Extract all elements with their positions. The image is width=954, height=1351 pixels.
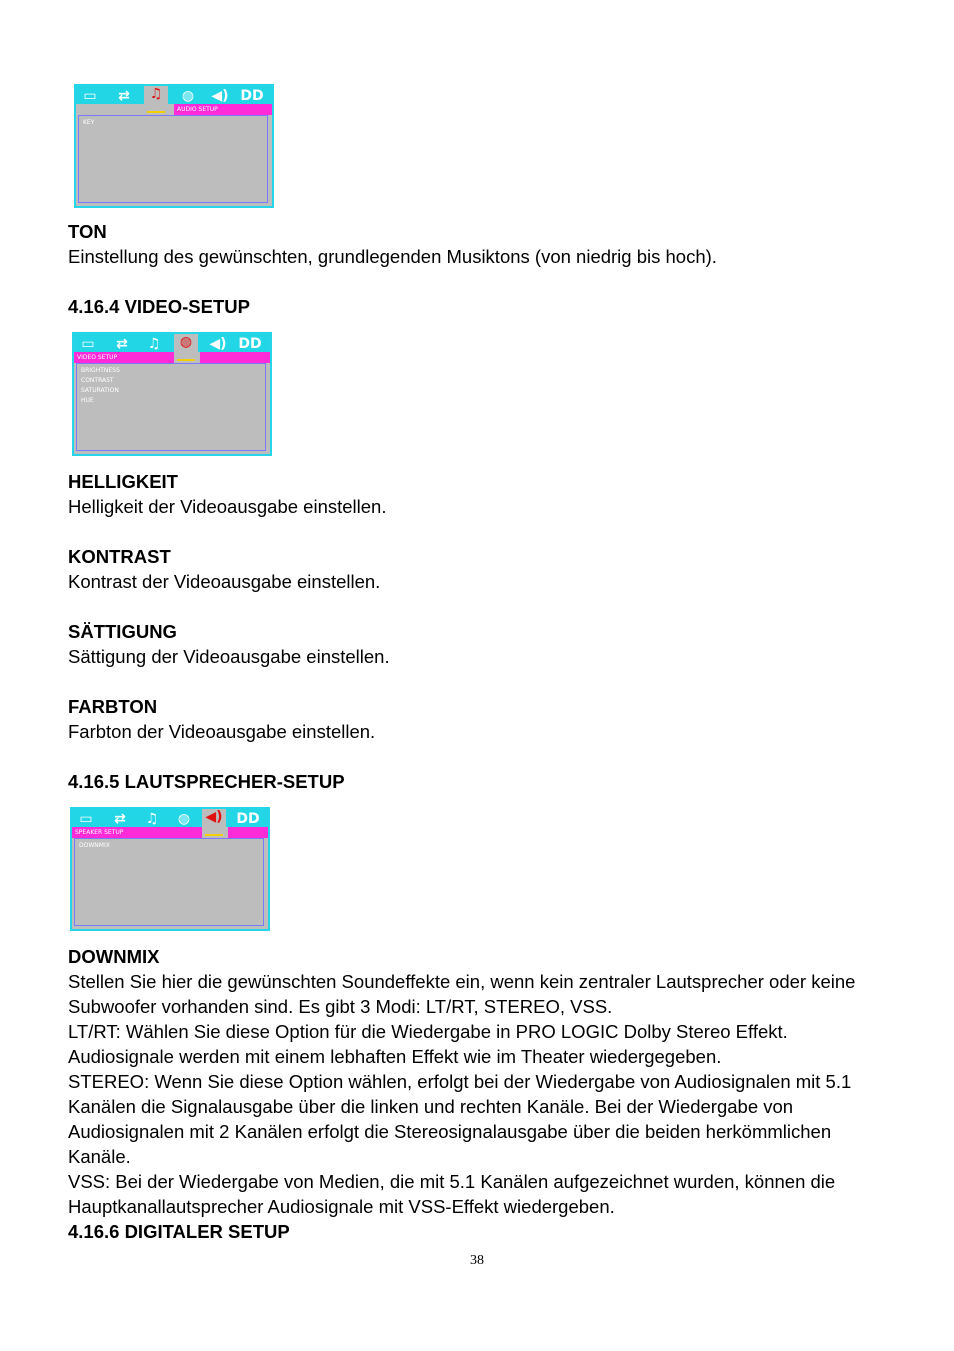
monitor-icon: ▭ xyxy=(83,88,97,104)
body-line: LT/RT: Wählen Sie diese Option für die Wiedergabe in PRO LOGIC Dolby Stereo Effekt. xyxy=(68,1021,788,1042)
osd-menu-item: BRIGHTNESS xyxy=(81,367,120,374)
osd-title-bar: VIDEO SETUP xyxy=(74,352,174,363)
osd-menu-item: DOWNMIX xyxy=(79,842,110,849)
section-text: Farbton der Videoausgabe einstellen. xyxy=(68,721,376,742)
chapter-heading: 4.16.6 DIGITALER SETUP xyxy=(68,1221,290,1242)
music-note-icon: ♫ xyxy=(147,336,161,352)
body-line: Subwoofer vorhanden sind. Es gibt 3 Modi: LT/RT, STEREO, VSS. xyxy=(68,996,613,1017)
monitor-icon: ▭ xyxy=(79,811,93,827)
speaker-icon: ◀) xyxy=(209,336,227,352)
music-note-icon: ♫ xyxy=(145,811,159,827)
music-note-icon: ♫ xyxy=(144,86,168,116)
section-text: Kontrast der Videoausgabe einstellen. xyxy=(68,571,381,592)
language-icon: ⇄ xyxy=(114,811,126,827)
chapter-heading: 4.16.4 VIDEO-SETUP xyxy=(68,296,250,317)
video-disc-icon: ◍ xyxy=(181,88,195,104)
osd-title-bar-right xyxy=(200,352,270,363)
speaker-icon: ◀) xyxy=(202,809,226,839)
body-line: VSS: Bei der Wiedergabe von Medien, die mit 5.1 Kanälen aufgezeichnet wurden, können die xyxy=(68,1171,836,1192)
section-text: Sättigung der Videoausgabe einstellen. xyxy=(68,646,390,667)
speaker-setup-screenshot xyxy=(70,807,270,931)
osd-title-bar: SPEAKER SETUP xyxy=(72,827,202,838)
page-number: 38 xyxy=(470,1253,484,1268)
speaker-icon: ◀) xyxy=(211,88,229,104)
body-line: Kanäle. xyxy=(68,1146,131,1167)
osd-menu-item: KEY xyxy=(83,119,95,126)
video-setup-screenshot xyxy=(72,332,272,456)
language-icon: ⇄ xyxy=(116,336,128,352)
video-disc-icon: ◍ xyxy=(174,334,198,364)
body-line: Audiosignale werden mit einem lebhaften Effekt wie im Theater wiedergegeben. xyxy=(68,1046,722,1067)
body-line: Hauptkanallautsprecher Audiosignale mit VSS-Effekt wiedergeben. xyxy=(68,1196,615,1217)
video-disc-icon: ◍ xyxy=(177,811,191,827)
osd-menu-panel xyxy=(76,363,266,451)
section-heading: FARBTON xyxy=(68,696,158,717)
section-heading: KONTRAST xyxy=(68,546,171,567)
dolby-digital-icon: DD xyxy=(236,811,260,827)
section-heading: SÄTTIGUNG xyxy=(68,621,177,642)
section-text: Einstellung des gewünschten, grundlegenden Musiktons (von niedrig bis hoch). xyxy=(68,246,717,267)
osd-menu-item: CONTRAST xyxy=(81,377,114,384)
chapter-heading: 4.16.5 LAUTSPRECHER-SETUP xyxy=(68,771,345,792)
section-heading: HELLIGKEIT xyxy=(68,471,178,492)
osd-menu-item: HUE xyxy=(81,397,94,404)
dolby-digital-icon: DD xyxy=(238,336,262,352)
section-text: Helligkeit der Videoausgabe einstellen. xyxy=(68,496,387,517)
osd-menu-panel xyxy=(74,838,264,926)
monitor-icon: ▭ xyxy=(81,336,95,352)
body-line: STEREO: Wenn Sie diese Option wählen, erfolgt bei der Wiedergabe von Audiosignalen mit 5.1 xyxy=(68,1071,852,1092)
section-heading: TON xyxy=(68,221,107,242)
language-icon: ⇄ xyxy=(118,88,130,104)
body-line: Audiosignalen mit 2 Kanälen erfolgt die Stereosignalausgabe über die beiden herkömmlichen xyxy=(68,1121,832,1142)
dolby-digital-icon: DD xyxy=(240,88,264,104)
body-line: Stellen Sie hier die gewünschten Soundeffekte ein, wenn kein zentraler Lautsprecher oder keine xyxy=(68,971,856,992)
osd-title-bar: AUDIO SETUP xyxy=(174,104,272,115)
osd-menu-panel xyxy=(78,115,268,203)
audio-setup-screenshot xyxy=(74,84,274,208)
section-heading: DOWNMIX xyxy=(68,946,160,967)
osd-title-bar-right xyxy=(228,827,268,838)
body-line: Kanälen die Signalausgabe über die linken und rechten Kanäle. Bei der Wiedergabe von xyxy=(68,1096,794,1117)
osd-menu-item: SATURATION xyxy=(81,387,119,394)
